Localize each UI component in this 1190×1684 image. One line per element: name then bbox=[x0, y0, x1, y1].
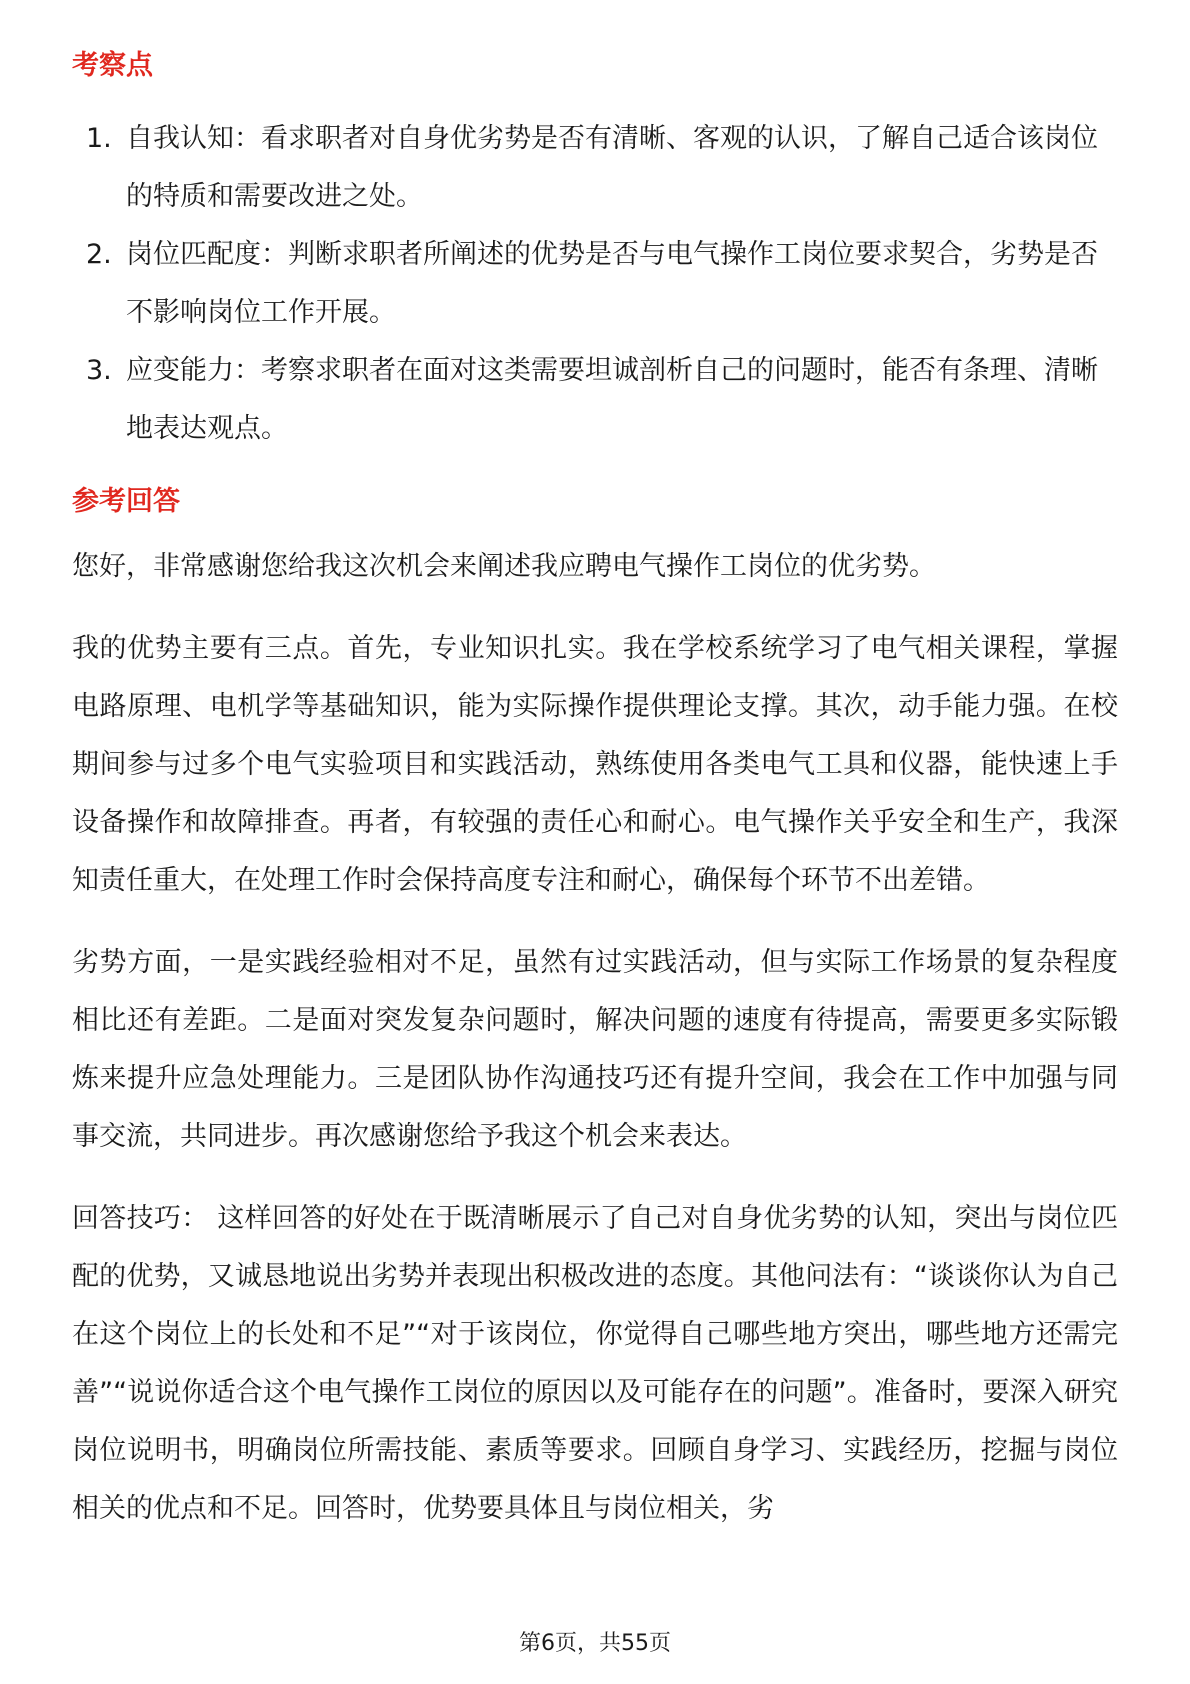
list-item bbox=[72, 226, 1118, 342]
answer-paragraph: 回答技巧： 这样回答的好处在于既清晰展示了自己对自身优劣势的认知，突出与岗位匹配的优势，又诚恳地说出劣势并表现出积极改进的态度。其他问法有：“谈谈你认为自己在这个岗位上的长处和不足”“对于该岗位，你觉得自己哪些地方突出，哪些地方还需完善”“说说你适合这个电气操作工岗位的原因以及可能存在的问题”。准备时，要深入研究岗位说明书，明确岗位所需技能、素质等要求。回顾自身学习、实践经历，挖掘与岗位相关的优点和不足。回答时，优势要具体且与岗位相关，劣 bbox=[72, 1203, 1118, 1524]
section-title-points: 考察点 bbox=[72, 50, 153, 81]
list-item bbox=[72, 342, 1118, 458]
list-item-number: 1. bbox=[86, 123, 112, 154]
answer-paragraph: 劣势方面，一是实践经验相对不足，虽然有过实践活动，但与实际工作场景的复杂程度相比还有差距。二是面对突发复杂问题时，解决问题的速度有待提高，需要更多实际锻炼来提升应急处理能力。三是团队协作沟通技巧还有提升空间，我会在工作中加强与同事交流，共同进步。再次感谢您给予我这个机会来表达。 bbox=[72, 947, 1118, 1152]
page-number-footer: 第6页，共55页 bbox=[519, 1631, 671, 1656]
list-item bbox=[72, 110, 1118, 226]
section-title-answer: 参考回答 bbox=[72, 486, 180, 517]
answer-paragraph: 我的优势主要有三点。首先，专业知识扎实。我在学校系统学习了电气相关课程，掌握电路原理、电机学等基础知识，能为实际操作提供理论支撑。其次，动手能力强。在校期间参与过多个电气实验项目和实践活动，熟练使用各类电气工具和仪器，能快速上手设备操作和故障排查。再者，有较强的责任心和耐心。电气操作关乎安全和生产，我深知责任重大，在处理工作时会保持高度专注和耐心，确保每个环节不出差错。 bbox=[72, 633, 1118, 896]
list-item-text: 应变能力：考察求职者在面对这类需要坦诚剖析自己的问题时，能否有条理、清晰地表达观点。 bbox=[126, 355, 1098, 444]
document-page bbox=[72, 40, 1118, 1562]
answer-paragraph: 您好，非常感谢您给我这次机会来阐述我应聘电气操作工岗位的优劣势。 bbox=[72, 551, 936, 582]
list-item-number: 2. bbox=[86, 239, 112, 270]
points-list bbox=[72, 110, 1118, 458]
list-item-text: 岗位匹配度：判断求职者所阐述的优势是否与电气操作工岗位要求契合，劣势是否不影响岗位工作开展。 bbox=[126, 239, 1098, 328]
list-item-text: 自我认知：看求职者对自身优劣势是否有清晰、客观的认识，了解自己适合该岗位的特质和需要改进之处。 bbox=[126, 123, 1098, 212]
list-item-number: 3. bbox=[86, 355, 112, 386]
